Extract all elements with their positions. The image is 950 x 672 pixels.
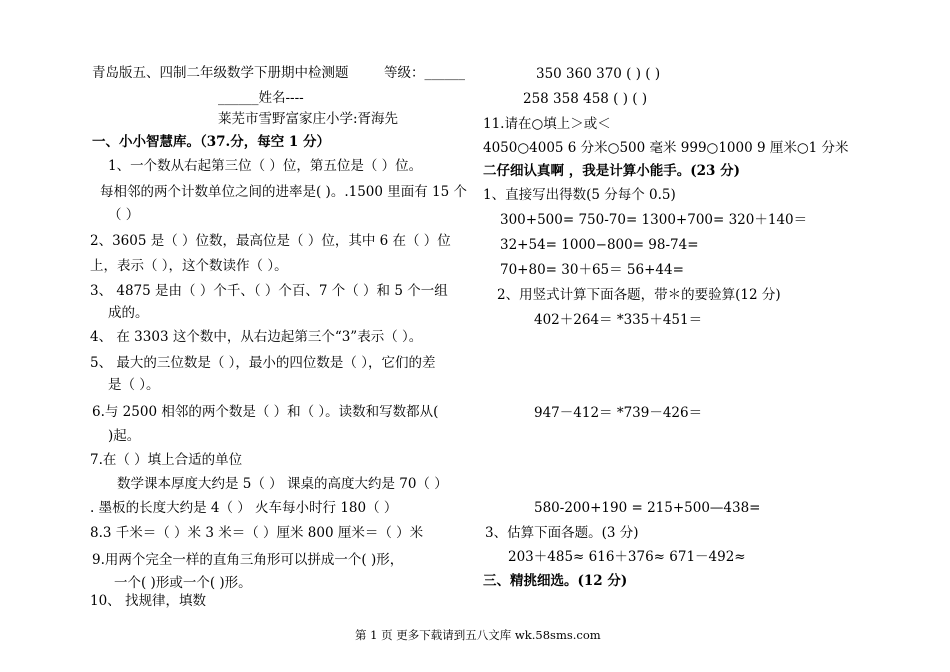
school-author: 莱芜市雪野富家庄小学:胥海先 — [218, 111, 399, 127]
question-line: 2、3605 是（ ）位数，最高位是（ ）位，其中 6 在（ ）位 — [90, 233, 451, 249]
question-line: )起。 — [108, 428, 141, 444]
grade-field: 等级：______ — [384, 65, 465, 81]
question-line: 7.在（ ）填上合适的单位 — [90, 452, 243, 468]
question-11-items: 4050○4005 6 分米○500 毫米 999○1000 9 厘米○1 分米 — [483, 140, 849, 156]
question-11: 11.请在○填上＞或＜ — [483, 116, 611, 132]
pattern-row: 350 360 370 ( ) ( ) — [536, 66, 661, 82]
question-line: . 墨板的长度大约是 4（ ） 火车每小时行 180（ ） — [90, 500, 398, 516]
section3-heading: 三、精挑细选。(12 分) — [483, 573, 628, 589]
name-field: ______姓名---- — [218, 90, 304, 106]
vertical-calc-row: 402＋264＝ *335＋451＝ — [534, 312, 703, 328]
question-line: 9.用两个完全一样的直角三角形可以拼成一个( )形， — [92, 552, 404, 568]
sub3-heading: 3、估算下面各题。(3 分) — [485, 525, 639, 541]
page-footer: 第 1 页 更多下载请到五八文库 wk.58sms.com — [355, 628, 601, 642]
question-line: 1、一个数从右起第三位（ ）位，第五位是（ ）位。 — [108, 158, 423, 174]
calc-row: 70+80= 30＋65＝ 56+44= — [500, 262, 684, 278]
section1-heading: 一、小小智慧库。（37.分，每空 1 分） — [92, 134, 331, 150]
estimate-row: 203＋485≈ 616＋376≈ 671－492≈ — [508, 549, 746, 565]
exam-title: 青岛版五、四制二年级数学下册期中检测题 — [92, 65, 349, 81]
question-line: 3、 4875 是由（ ）个千、（ ）个百、7 个（ ）和 5 个一组 — [90, 283, 448, 299]
pattern-row: 258 358 458 ( ) ( ) — [523, 91, 648, 107]
question-line: 一个( )形或一个( )形。 — [114, 575, 252, 591]
question-line: 是（ ）。 — [108, 377, 160, 393]
calc-row: 32+54= 1000−800= 98-74= — [500, 237, 699, 253]
vertical-calc-row: 947－412＝ *739－426＝ — [534, 405, 703, 421]
calc-row: 300+500= 750-70= 1300+700= 320＋140＝ — [500, 212, 808, 228]
sub1-heading: 1、直接写出得数(5 分每个 0.5) — [483, 187, 676, 203]
section2-heading: 二仔细认真啊 ，我是计算小能手。(23 分) — [483, 163, 740, 179]
question-line: 数学课本厚度大约是 5（ ） 课桌的高度大约是 70（ ） — [117, 476, 448, 492]
question-line: 8.3 千米＝（ ）米 3 米＝（ ）厘米 800 厘米＝（ ）米 — [90, 525, 424, 541]
question-line: 每相邻的两个计数单位之间的进率是( )。.1500 里面有 15 个 — [100, 184, 468, 200]
question-line: 成的。 — [108, 305, 149, 321]
question-line: （ ） — [108, 207, 140, 223]
question-line: 6.与 2500 相邻的两个数是（ ）和（ ）。读数和写数都从( — [92, 404, 439, 420]
question-line: 上，表示（ ），这个数读作（ ）。 — [90, 258, 288, 274]
question-line: 5、 最大的三位数是（ ），最小的四位数是（ ），它们的差 — [90, 355, 436, 371]
vertical-calc-row: 580-200+190 = 215+500—438= — [534, 500, 761, 516]
question-line: 4、 在 3303 这个数中，从右边起第三个“3”表示（ ）。 — [90, 329, 423, 345]
question-line: 10、 找规律，填数 — [90, 593, 206, 609]
sub2-heading: 2、用竖式计算下面各题，带＊的要验算(12 分) — [497, 287, 781, 303]
